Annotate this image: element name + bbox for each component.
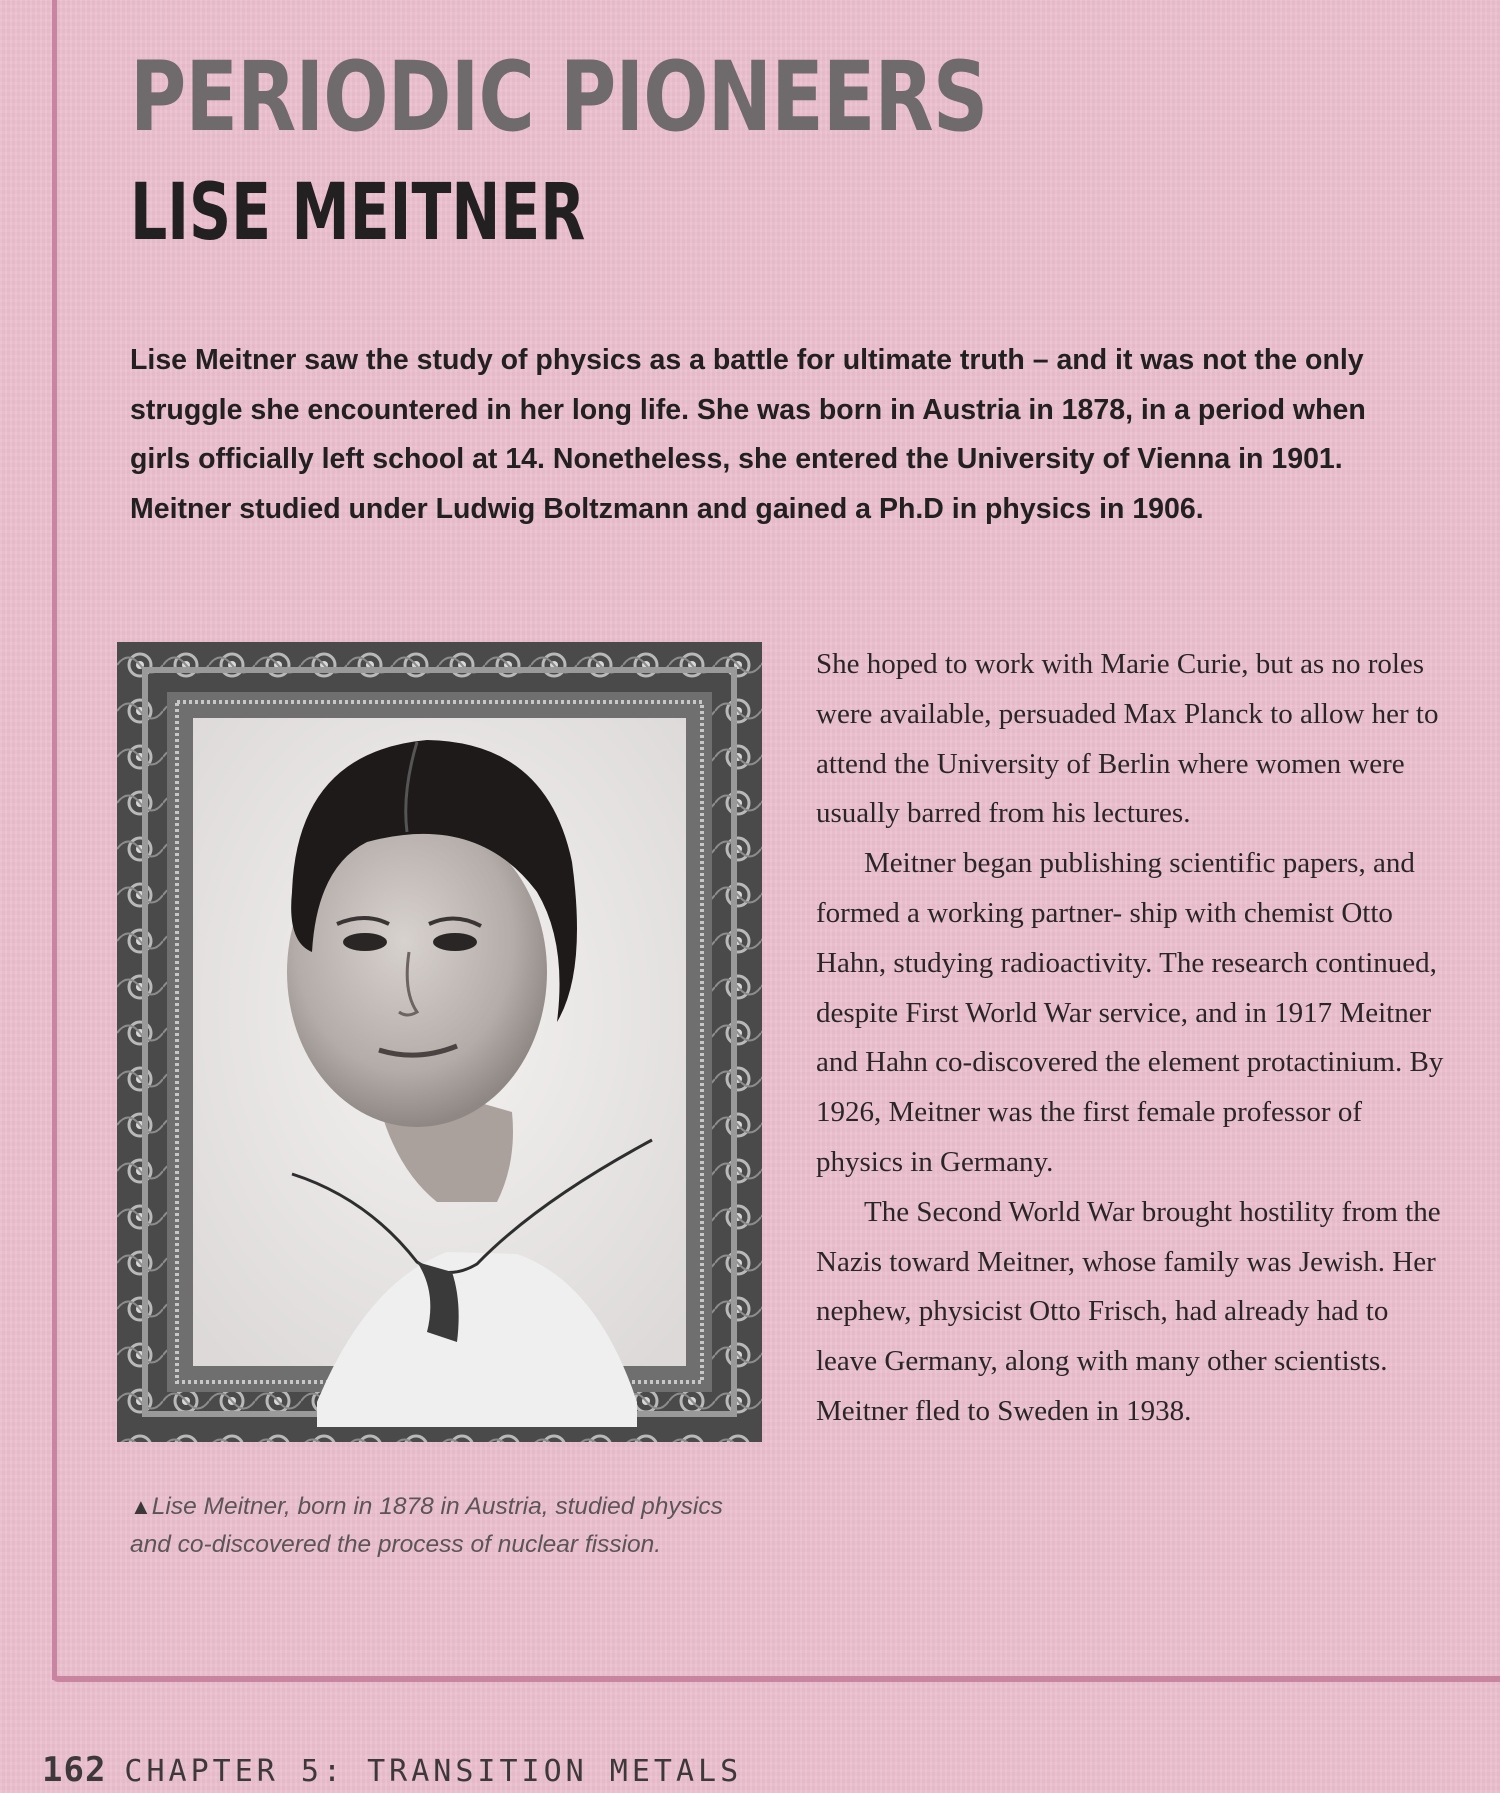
portrait-figure	[117, 642, 762, 1442]
page-title: LISE MEITNER	[130, 168, 586, 258]
body-paragraph: Meitner began publishing scientific papers, and formed a working partner- ship with chemist Otto Hahn, studying radioactivity. The research continued, despite First World War service, and in 1917 Meitner and Hahn co-discovered the element protactinium. By 1926, Meitner was the first female professor of physics in Germany.	[816, 847, 1444, 1178]
chapter-label: CHAPTER 5: TRANSITION METALS	[124, 1754, 743, 1789]
body-paragraph: The Second World War brought hostility from the Nazis toward Meitner, whose family was Jewish. Her nephew, physicist Otto Frisch, had already had to leave Germany, along with many other scientists. Meitner fled to Sweden in 1938.	[816, 1195, 1441, 1427]
figure-caption	[130, 1488, 730, 1564]
framed-portrait-image	[117, 642, 762, 1442]
bottom-border-rule	[52, 1676, 1500, 1682]
body-text-column	[816, 640, 1456, 1437]
section-title: PERIODIC PIONEERS	[130, 41, 988, 153]
page-footer	[42, 1750, 742, 1790]
caption-text: Lise Meitner, born in 1878 in Austria, studied physics and co-discovered the process of nuclear fission.	[130, 1493, 723, 1558]
body-paragraph: She hoped to work with Marie Curie, but as no roles were available, persuaded Max Planck to allow her to attend the University of Berlin where women were usually barred from his lectures.	[816, 648, 1439, 830]
page-number: 162	[42, 1750, 107, 1790]
caption-triangle-icon: ▲	[130, 1494, 152, 1519]
left-border-rule	[52, 0, 57, 1680]
intro-paragraph: Lise Meitner saw the study of physics as a battle for ultimate truth – and it was not the only struggle she encountered in her long life. She was born in Austria in 1878, in a period when girls officially left school at 14. Nonetheless, she entered the University of Vienna in 1901. Meitner studied under Ludwig Boltzmann and gained a Ph.D in physics in 1906.	[130, 344, 1366, 525]
